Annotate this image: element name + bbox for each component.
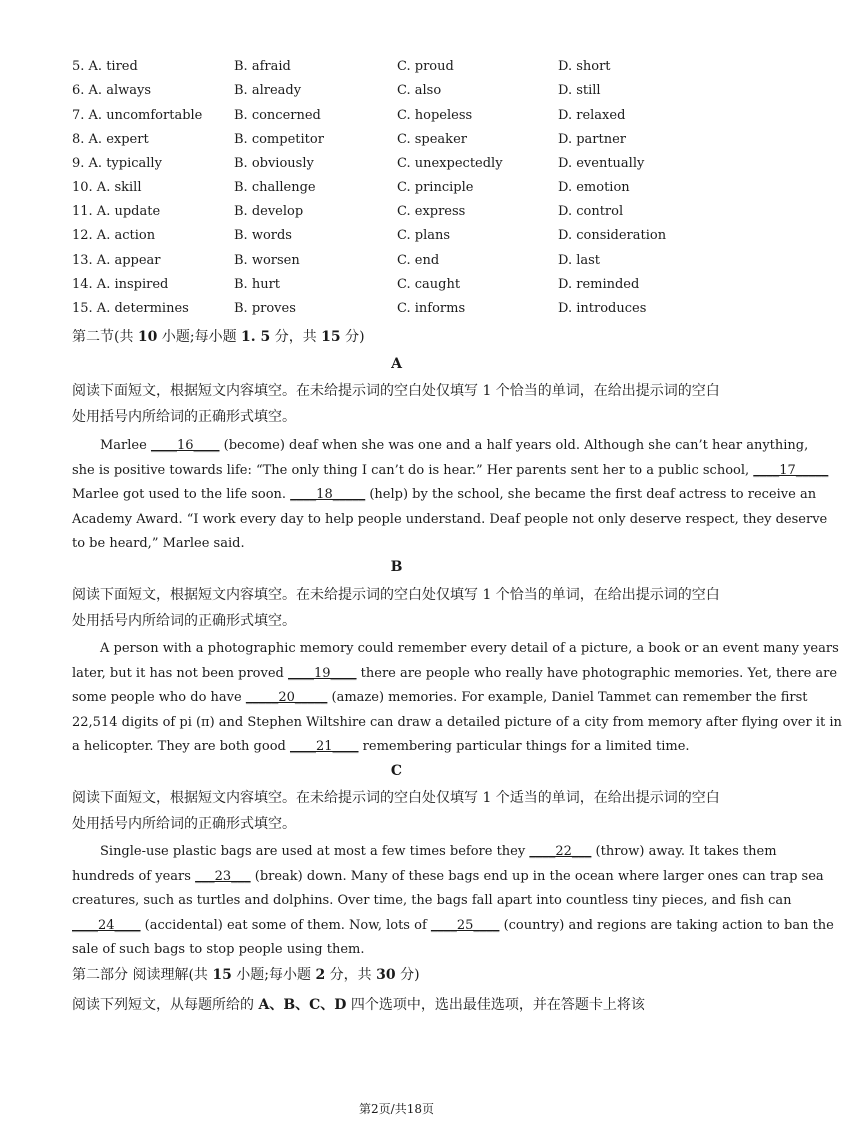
option-d: D. last	[558, 253, 601, 268]
heading-number: 2	[315, 967, 326, 983]
instruction-text: 阅读下列短文，从每题所给的	[72, 997, 259, 1013]
options-row	[72, 156, 732, 174]
passage-letter: B	[390, 559, 403, 575]
option-b: B. hurt	[234, 277, 281, 292]
passage-line: she is positive towards life: “The only thing I can’t do is hear.” Her parents sent her to a public school, ____17_____	[72, 462, 829, 478]
option-c: C. informs	[397, 301, 466, 316]
passage-line: to be heard,” Marlee said.	[72, 536, 245, 551]
heading-number: 10	[137, 329, 158, 345]
option-c: C. speaker	[397, 132, 467, 147]
options-row	[72, 301, 732, 319]
option-a: 15. A. determines	[72, 301, 189, 316]
passage-line: later, but it has not been proved ____19____ there are people who really have photographic memories. Yet, there are	[72, 665, 838, 681]
page-number: 第2页/共18页	[359, 1102, 434, 1116]
option-d: D. relaxed	[558, 108, 626, 123]
blank-22[interactable]: ____22___	[529, 844, 592, 859]
option-b: B. proves	[234, 301, 296, 316]
instruction-line: 处用括号内所给词的正确形式填空。	[72, 816, 296, 832]
option-d: D. eventually	[558, 156, 645, 171]
option-a: 12. A. action	[72, 228, 156, 243]
blank-24[interactable]: ____24____	[72, 917, 141, 933]
option-letters: A、B、C、D	[258, 997, 347, 1013]
section-heading	[72, 326, 365, 346]
option-c: C. caught	[397, 277, 461, 292]
part-instructions	[72, 994, 645, 1014]
option-a: 6. A. always	[72, 83, 151, 98]
options-row	[72, 132, 732, 150]
option-d: D. consideration	[558, 228, 667, 243]
option-b: B. concerned	[234, 108, 321, 123]
option-a: 14. A. inspired	[72, 277, 169, 292]
passage-letter: C	[390, 763, 403, 779]
option-b: B. competitor	[234, 132, 324, 147]
part-heading	[72, 964, 420, 984]
blank-25[interactable]: ____25____	[430, 917, 500, 933]
instruction-line: 处用括号内所给词的正确形式填空。	[72, 613, 296, 629]
option-b: B. already	[234, 83, 302, 98]
option-a: 13. A. appear	[72, 253, 161, 268]
option-d: D. partner	[558, 132, 627, 147]
option-d: D. emotion	[558, 180, 630, 195]
passage-line: A person with a photographic memory could remember every detail of a picture, a book or an event many years	[100, 641, 839, 656]
option-c: C. proud	[397, 59, 454, 74]
instructions	[72, 378, 724, 430]
option-c: C. end	[397, 253, 440, 268]
passage-line: a helicopter. They are both good ____21____ remembering particular things for a limited time.	[72, 739, 690, 754]
option-b: B. worsen	[234, 253, 300, 268]
heading-number: 15	[321, 329, 341, 345]
options-row	[72, 204, 732, 222]
option-b: B. words	[234, 228, 292, 243]
blank-16[interactable]: ____16____	[150, 438, 220, 453]
option-a: 10. A. skill	[72, 180, 142, 195]
option-d: D. still	[558, 83, 601, 98]
option-c: C. also	[397, 83, 442, 98]
passage-line: some people who do have _____20_____ (amaze) memories. For example, Daniel Tammet can remember the first	[72, 690, 808, 705]
instruction-line: 阅读下面短文，根据短文内容填空。在未给提示词的空白处仅填写 1 个恰当的单词，在给出提示词的空白	[72, 383, 720, 399]
heading-text: 分)	[340, 329, 365, 345]
option-b: B. afraid	[234, 59, 291, 74]
option-d: D. reminded	[558, 277, 640, 292]
option-c: C. hopeless	[397, 108, 473, 123]
option-a: 5. A. tired	[72, 59, 138, 74]
passage-line: sale of such bags to stop people using them.	[72, 942, 365, 957]
passage-a	[72, 434, 829, 557]
option-b: B. develop	[234, 204, 304, 219]
option-c: C. express	[397, 204, 466, 219]
passage-b	[72, 637, 842, 760]
passage-line: creatures, such as turtles and dolphins. Over time, the bags fall apart into countless tiny pieces, and fish can	[72, 893, 792, 908]
option-b: B. obviously	[234, 156, 314, 171]
heading-text: 第二节(共	[72, 329, 138, 345]
option-d: D. control	[558, 204, 624, 219]
blank-17[interactable]: ____17_____	[753, 462, 829, 478]
instruction-text: 四个选项中，选出最佳选项，并在答题卡上将该	[346, 997, 645, 1013]
blank-19[interactable]: ____19____	[288, 665, 357, 681]
blank-20[interactable]: _____20_____	[245, 690, 328, 705]
option-d: D. introduces	[558, 301, 647, 316]
instruction-line: 阅读下面短文，根据短文内容填空。在未给提示词的空白处仅填写 1 个恰当的单词，在给出提示词的空白	[72, 587, 720, 603]
passage-line: Academy Award. “I work every day to help people understand. Deaf people not only deserve respect, they deserve	[72, 511, 828, 527]
blank-23[interactable]: ___23___	[195, 868, 251, 884]
heading-number: 15	[212, 967, 232, 983]
option-a: 8. A. expert	[72, 132, 149, 147]
blank-18[interactable]: ____18_____	[290, 487, 366, 502]
options-row	[72, 228, 732, 246]
options-row	[72, 108, 732, 126]
heading-number: 30	[376, 967, 396, 983]
heading-text: 分，共	[270, 329, 322, 345]
blank-21[interactable]: ____21____	[289, 739, 359, 754]
option-a: 9. A. typically	[72, 156, 162, 171]
option-c: C. plans	[397, 228, 451, 243]
option-c: C. principle	[397, 180, 474, 195]
options-row	[72, 59, 732, 77]
passage-line: Single-use plastic bags are used at most a few times before they ____22___ (throw) away. It takes them	[100, 844, 777, 859]
options-row	[72, 253, 732, 271]
passage-line: hundreds of years ___23___ (break) down. Many of these bags end up in the ocean where larger ones can trap sea	[72, 868, 824, 884]
instruction-line: 阅读下面短文，根据短文内容填空。在未给提示词的空白处仅填写 1 个适当的单词，在给出提示词的空白	[72, 790, 720, 806]
heading-text: 分，共	[325, 967, 377, 983]
heading-text: 第二部分 阅读理解(共	[72, 967, 213, 983]
option-b: B. challenge	[234, 180, 316, 195]
heading-number: 1. 5	[241, 329, 271, 345]
options-row	[72, 180, 732, 198]
options-row	[72, 83, 732, 101]
instructions	[72, 582, 724, 634]
passage-letter: A	[391, 356, 402, 372]
instructions	[72, 785, 724, 837]
heading-text: 小题;每小题	[231, 967, 316, 983]
option-c: C. unexpectedly	[397, 156, 503, 171]
passage-line: Marlee ____16____ (become) deaf when she was one and a half years old. Although she can’t hear anything,	[100, 438, 809, 453]
option-a: 7. A. uncomfortable	[72, 108, 203, 123]
heading-text: 分)	[395, 967, 420, 983]
passage-line: Marlee got used to the life soon. ____18_____ (help) by the school, she became the first deaf actress to receive an	[72, 487, 817, 502]
passage-line: ____24____ (accidental) eat some of them. Now, lots of ____25____ (country) and regions are taking action to ban the	[72, 917, 834, 933]
heading-text: 小题;每小题	[157, 329, 242, 345]
instruction-line: 处用括号内所给词的正确形式填空。	[72, 409, 296, 425]
passage-c	[72, 840, 834, 963]
options-row	[72, 277, 732, 295]
option-a: 11. A. update	[72, 204, 161, 219]
passage-line: 22,514 digits of pi (π) and Stephen Wiltshire can draw a detailed picture of a city from memory after flying over it in	[72, 714, 842, 730]
option-d: D. short	[558, 59, 611, 74]
